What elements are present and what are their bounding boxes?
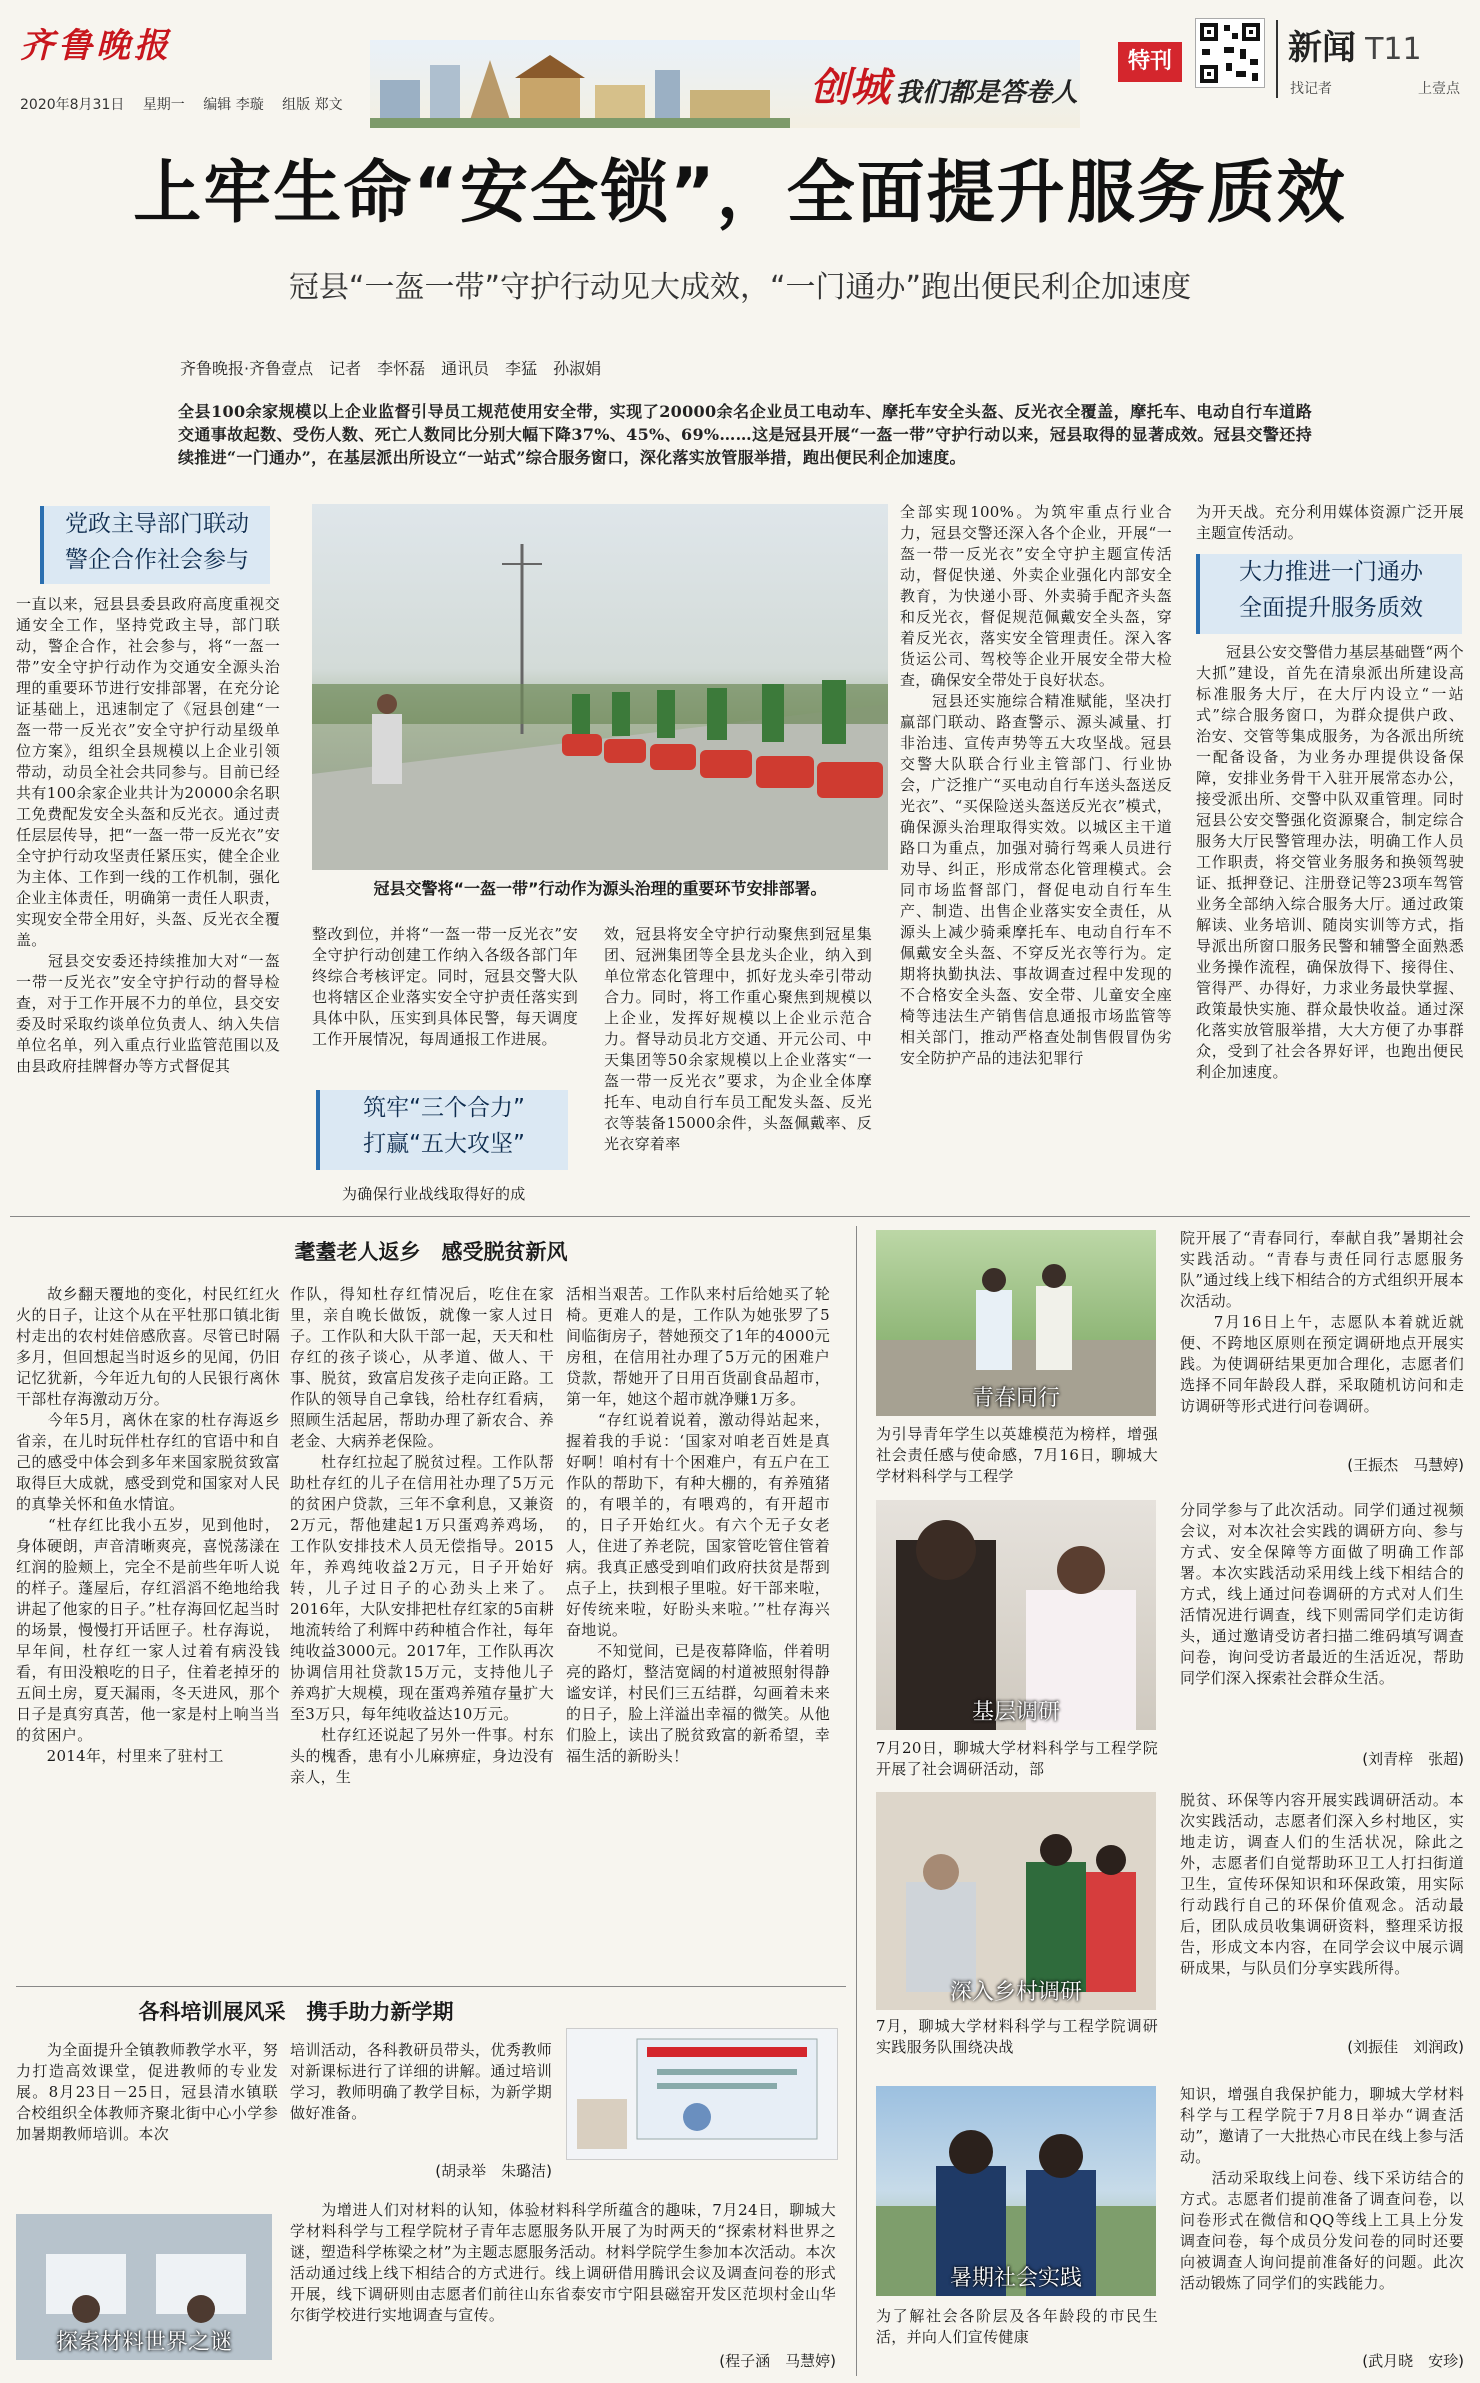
grassroots-photo-caption: 7月20日，聊城大学材料科学与工程学院开展了社会调研活动，部 bbox=[876, 1739, 1158, 1778]
explore-materials-photo-label: 探索材料世界之谜 bbox=[55, 2330, 232, 2355]
reporter-line-2: 上壹点 bbox=[1418, 81, 1460, 97]
story2-divider bbox=[16, 1986, 846, 1987]
summer-practice-photo bbox=[876, 2086, 1156, 2296]
issue-layout: 组版 郑文 bbox=[282, 97, 343, 113]
reporter-contact bbox=[1290, 78, 1460, 98]
lead-paragraph: 全县100余家规模以上企业监督引导员工规范使用安全带，实现了20000余名企业员工电动车、摩托车安全头盔、反光衣全覆盖，摩托车、电动自行车道路交通事故起数、受伤人数、死亡人数同比分别大幅下降37%、45%、69%……这是冠县开展“一盔一带”守护行动以来，冠县取得的显著成效。冠县交警还持续推进“一门通办”，在基层派出所设立“一站式”综合服务窗口，深化落实放管服举措，跑出便民利企加速度。 bbox=[178, 402, 1312, 467]
page-number: T11 bbox=[1365, 32, 1422, 67]
section-box-2-line-2: 打赢“五大攻坚” bbox=[363, 1131, 525, 1157]
issue-weekday: 星期一 bbox=[142, 97, 185, 113]
summer-practice-photo-caption: 为了解社会各阶层及各年龄段的市民生活，并向人们宣传健康 bbox=[876, 2307, 1158, 2346]
qr-code bbox=[1195, 18, 1265, 88]
special-edition-tag: 特刊 bbox=[1118, 42, 1182, 82]
main-col-3: 效，冠县将安全守护行动聚焦到冠星集团、冠洲集团等全县龙头企业，纳入到单位常态化管理中，抓好龙头牵引带动合力。同时，将工作重心聚焦到规模以上企业，发挥好规模以上企业示范合力。督导动员北方交通、开元公司、中天集团等50余家规模以上企业落实“一盔一带一反光衣”要求，为企业全体摩托车、电动自行车员工配发头盔、反光衣等装备15000余件，头盔佩戴率、反光衣穿着率 bbox=[604, 925, 872, 1153]
grassroots-photo-label: 基层调研 bbox=[971, 1700, 1060, 1725]
story2-col-3: 活相当艰苦。工作队来村后给她买了轮椅。更难人的是，工作队为她张罗了5间临街房子，替她预交了1年的4000元房租，在信用社办理了5万元的困难户贷款，帮她开了日用百货副食品超市，第一年，她这个超市就净赚1万多。 “存红说着说着，激动得站起来，握着我的手说：‘国家对咱老百姓是真好啊！咱村有十个困难户，有五户在工作队的帮助下，有种大棚的，有养殖猪的，有喂羊的，有喂鸡的，有开超市的，日子开始红火。有六个无子女老人，住进了养老院，国家管吃管住管着病。我真正感受到咱们政府扶贫是帮到点子上，扶到根子里啦。好干部来啦，好传统来啦，好盼头来啦。’”杜存海兴奋地说。 不知觉间，已是夜幕降临，伴着明亮的路灯，整洁宽阔的村道被照射得静谧安详，村民们三五结群，勾画着未来的日子，脸上洋溢出幸福的微笑。从他们脸上，读出了脱贫致富的新希望，幸福生活的新盼头！ bbox=[566, 1285, 830, 1765]
main-col-1: 一直以来，冠县县委县政府高度重视交通安全工作，坚持党政主导，部门联动，警企合作，社会参与，将“一盔一带”安全守护行动作为交通安全源头治理的重要环节进行安排部署，在充分论证基础上，迅速制定了《冠县创建“一盔一带一反光衣”安全守护行动星级单位方案》，组织全县规模以上企业引领带动，动员全社会共同参与。目前已经共有100余家企业共计为20000余名职工免费配发安全头盔和反光衣。通过责任层层传导，把“一盔一带一反光衣”安全守护行动攻坚责任紧压实，健全企业为主体、工作到一线的工作机制，强化企业主体责任，明确第一责任人职责，实现安全带全用好，头盔、反光衣全覆盖。 冠县交安委还持续推加大对“一盔一带一反光衣”安全守护行动的督导检查，对于工作开展不力的单位，县交安委及时采取约谈单位负责人、纳入失信单位名单，列入重点行业监管范围以及由县政府挂牌督办等方式督促其 bbox=[16, 595, 280, 1075]
section-box-1 bbox=[40, 506, 270, 584]
explore-materials-photo bbox=[16, 2214, 272, 2360]
section-name: 新闻 bbox=[1288, 28, 1356, 68]
main-col-5b: 冠县公安交警借力基层基础暨“两个大抓”建设，首先在清泉派出所建设高标准服务大厅，在大厅内设立“一站式”综合服务窗口，为群众提供户政、治安、交管等集成服务，为各派出所统一配备设备，为业务办理提供设备保障，安排业务骨干入驻开展常态办公，接受派出所、交警中队双重管理。同时冠县公安交警强化资源聚合，制定综合服务大厅民警管理办法，明确工作人员工作职责，将交管业务服务和换领驾驶证、抵押登记、注册登记等23项车驾管业务全部纳入综合服务大厅。通过政策解读、业务培训、随岗实训等方式，指导派出所窗口服务民警和辅警全面熟悉业务操作流程，确保放得下、接得住、管得严、办得好，力求业务最快掌握、政策最快实施、群众最快收益。通过深化落实放管服举措，大大方便了办事群众，受到了社会各界好评，也跑出便民利企加速度。 bbox=[1196, 643, 1464, 1081]
village-research-photo-caption: 7月，聊城大学材料科学与工程学院调研实践服务队围绕决战 bbox=[876, 2017, 1158, 2056]
main-col-5a: 为开天战。充分利用媒体资源广泛开展主题宣传活动。 bbox=[1196, 503, 1464, 542]
story3-author: (胡录举 朱璐洁) bbox=[435, 2162, 552, 2180]
story2-col-1: 故乡翻天覆地的变化，村民红红火火的日子，让这个从在平牡那口镇北街村走出的农村娃倍感欣喜。尽管已时隔多月，但回想起当时返乡的见闻，仍旧记忆犹新，今年近九旬的人民银行离休干部杜存海激动万分。 今年5月，离休在家的杜存海返乡省亲，在儿时玩伴杜存红的官语中和自己的感受中体会到多年来国家脱贫致富取得巨大成就，感受到党和国家对人民的真挚关怀和鱼水情谊。 “杜存红比我小五岁，见到他时，身体硬朗，声音清晰爽亮，喜悦荡漾在红润的脸颊上，完全不是前些年听人说的样子。蓬屋后，存红滔滔不绝地给我讲起了他家的日子。”杜存海回忆起当时的场景，慢慢打开话匣子。杜存海说，早年间，杜存红一家人过着有病没钱看，有田没粮吃的日子，住着老掉牙的五间土房，夏天漏雨，冬天进风，那个日子是真穷真苦，他一家是村上响当当的贫困户。 2014年，村里来了驻村工 bbox=[16, 1285, 280, 1765]
banner-black-text: 我们都是答卷人 bbox=[895, 78, 1078, 108]
story2-title: 耄耋老人返乡 感受脱贫新风 bbox=[294, 1240, 568, 1264]
reporter-line-1: 找记者 bbox=[1290, 81, 1332, 97]
training-photo bbox=[566, 2028, 838, 2160]
sub-headline: 冠县“一盔一带”守护行动见大成效，“一门通办”跑出便民利企加速度 bbox=[288, 270, 1192, 305]
main-col-2b: 为确保行业战线取得好的成 bbox=[342, 1185, 526, 1203]
section-box-1-line-2: 警企合作社会参与 bbox=[65, 547, 249, 573]
story4-text: 为增进人们对材料的认知，体验材料科学所蕴含的趣味，7月24日，聊城大学材料科学与工程学院材子青年志愿服务队开展了为时两天的“探索材料世界之谜，塑造科学栋梁之材”为主题志愿服务活动。材料学院学生参加本次活动。本次活动通过线上线下相结合的方式进行。线上调研借用腾讯会议及调查问卷的形式开展，线下调研则由志愿者们前往山东省泰安市宁阳县磁窑开发区范坝村金山华尔街学校进行实地调查与宣传。 bbox=[290, 2201, 836, 2324]
main-col-2: 整改到位，并将“一盔一带一反光衣”安全守护行动创建工作纳入各级各部门年终综合考核评定。同时，冠县交警大队也将辖区企业落实安全守护责任落实到具体中队，压实到具体民警，每天调度工作开展情况，每周通报工作进展。 bbox=[312, 925, 578, 1048]
right-text-top-author: (王振杰 马慧婷) bbox=[1347, 1456, 1464, 1474]
right-text-top: 院开展了“青春同行，奉献自我”暑期社会实践活动。“青春与责任同行志愿服务队”通过线上线下相结合的方式组织开展本次活动。 7月16日上午，志愿队本着就近就便、不跨地区原则在预定调研地点开展实践。为使调研结果更加合理化，志愿者们选择不同年龄段人群，采取随机访问和走访调研等形式进行问卷调研。 bbox=[1180, 1229, 1464, 1415]
byline: 齐鲁晚报·齐鲁壹点 记者 李怀磊 通讯员 李猛 孙淑娟 bbox=[180, 359, 602, 378]
youth-photo-caption: 为引导青年学生以英雄模范为榜样，增强社会责任感与使命感，7月16日，聊城大学材料科学与工程学 bbox=[876, 1425, 1158, 1485]
banner-title bbox=[810, 56, 1078, 113]
banner-red-text: 创城 bbox=[810, 65, 890, 111]
main-headline: 上牢生命“安全锁”，全面提升服务质效 bbox=[133, 154, 1347, 233]
section-box-3-line-2: 全面提升服务质效 bbox=[1239, 595, 1423, 621]
story3-col-1: 为全面提升全镇教师教学水平，努力打造高效课堂，促进教师的专业发展。8月23日－25日，冠县清水镇联合校组织全体教师齐聚北街中心小学参加暑期教师培训。本次 bbox=[16, 2041, 278, 2143]
right-text-mid-1: 分同学参与了此次活动。同学们通过视频会议，对本次社会实践的调研方向、参与方式、安全保障等方面做了明确工作部署。本次实践活动采用线上线下相结合的方式，线上通过问卷调研的方式对人们生活情况进行调查，线下则需同学们走访街头，通过邀请受访者扫描二维码填写调查问卷，询问受访者最近的生活近况，帮助同学们深入探索社会群众生活。 bbox=[1180, 1501, 1464, 1687]
story4-author: (程子涵 马慧婷) bbox=[719, 2352, 836, 2370]
issue-date: 2020年8月31日 bbox=[20, 97, 125, 113]
summer-practice-photo-label: 暑期社会实践 bbox=[949, 2266, 1082, 2291]
section-box-1-line-1: 党政主导部门联动 bbox=[65, 511, 249, 537]
section-divider bbox=[10, 1216, 1470, 1217]
section-box-2-line-1: 筑牢“三个合力” bbox=[363, 1095, 525, 1121]
grassroots-photo bbox=[876, 1500, 1156, 1730]
issue-date-line bbox=[20, 94, 343, 114]
section-title bbox=[1288, 20, 1422, 69]
youth-photo bbox=[876, 1230, 1156, 1416]
right-column-divider bbox=[856, 1226, 857, 2376]
village-research-photo-label: 深入乡村调研 bbox=[949, 1980, 1082, 2005]
section-box-3 bbox=[1196, 554, 1462, 634]
story2-col-2: 作队，得知杜存红情况后，吃住在家里，亲自晚长做饭，就像一家人过日子。工作队和大队干部一起，天天和杜存红的孩子谈心，从孝道、做人、干事、脱贫，致富启发孩子走向正路。工作队的领导自己拿钱，给杜存红看病，照顾生活起居，帮助办理了新农合、养老金、大病养老保险。 杜存红拉起了脱贫过程。工作队帮助杜存红的儿子在信用社办理了5万元的贫困户贷款，三年不拿利息，又兼资2万元，帮他建起1万只蛋鸡养鸡场，工作队安排技术人员无偿指导。2015年，养鸡纯收益2万元，日子开始好转，儿子过日子的心劲头上来了。2016年，大队安排把杜存红家的5亩耕地流转给了利辉中药种植合作社，每年纯收益3000元。2017年，工作队再次协调信用社贷款15万元，支持他儿子养鸡扩大规模，现在蛋鸡养殖存量扩大至3万只，每年纯收益达10万元。 杜存红还说起了另外一件事。村东头的槐香，患有小儿麻痹症，身边没有亲人，生 bbox=[290, 1285, 554, 1786]
village-research-photo bbox=[876, 1792, 1156, 2010]
right-text-mid-2-author: (刘振佳 刘润政) bbox=[1347, 2038, 1464, 2056]
main-photo-scene bbox=[312, 504, 888, 870]
paper-logo: 齐鲁晚报 bbox=[20, 26, 172, 66]
story3-title: 各科培训展风采 携手助力新学期 bbox=[138, 2000, 454, 2024]
right-text-mid-1-author: (刘青梓 张超) bbox=[1362, 1750, 1464, 1768]
section-box-2 bbox=[316, 1090, 568, 1170]
right-text-bottom-author: (武月晓 安珍) bbox=[1362, 2352, 1464, 2370]
story3-col-2: 培训活动，各科教研员带头，优秀教师对新课标进行了详细的讲解。通过培训学习，教师明确了教学目标，为新学期做好准备。 bbox=[290, 2041, 552, 2122]
main-photo-caption: 冠县交警将“一盔一带”行动作为源头治理的重要环节安排部署。 bbox=[373, 879, 827, 898]
masthead-banner bbox=[370, 40, 1080, 128]
main-col-4: 全部实现100%。为筑牢重点行业合力，冠县交警还深入各个企业，开展“一盔一带一反光衣”安全守护主题宣传活动，督促快递、外卖企业强化内部安全教育，为快递小哥、外卖骑手配齐头盔和反光衣，督促规范佩戴安全头盔，穿着反光衣，落实安全管理责任。深入客货运公司、驾校等企业开展安全带大检查，确保安全带处于良好状态。 冠县还实施综合精准赋能，坚决打赢部门联动、路查警示、源头减量、打非治违、宣传声势等五大攻坚战。冠县交警大队联合行业主管部门、行业协会，广泛推广“买电动自行车送头盔送反光衣”、“买保险送头盔送反光衣”模式，确保源头治理取得实效。以城区主干道路口为重点，加强对骑行驾乘人员进行劝导、纠正，形成常态化管理模式。会同市场监督部门，督促电动自行车生产、制造、出售企业落实安全责任，从源头上减少骑乘摩托车、电动自行车不佩戴安全头盔、不穿反光衣等行为。定期将执勤执法、事故调查过程中发现的不合格安全头盔、安全带、儿童安全座椅等违法生产销售信息通报市场监管等相关部门，推动严格查处制售假冒伪劣安全防护产品的违法犯罪行 bbox=[900, 503, 1172, 1067]
city-skyline-illustration bbox=[370, 40, 790, 128]
youth-photo-label: 青春同行 bbox=[971, 1386, 1060, 1411]
right-text-bottom: 知识，增强自我保护能力，聊城大学材料科学与工程学院于7月8日举办“调查活动”，邀请了一大批热心市民在线上参与活动。 活动采取线上问卷、线下采访结合的方式。志愿者们提前准备了调查问卷，以问卷形式在微信和QQ等线上工具上分发调查问卷，每个成员分发问卷的同时还要向被调查人询问提前准备好的问题。此次活动锻炼了同学们的实践能力。 bbox=[1180, 2085, 1464, 2292]
section-box-3-line-1: 大力推进一门通办 bbox=[1239, 559, 1423, 585]
right-text-mid-2: 脱贫、环保等内容开展实践调研活动。本次实践活动，志愿者们深入乡村地区，实地走访，调查人们的生活状况，除此之外，志愿者们自觉帮助环卫工人打扫街道卫生，宣传环保知识和环保政策，用实际行动践行自己的环保价值观念。活动最后，团队成员收集调研资料，整理采访报告，形成文本内容，在同学会议中展示调研成果，与队员们分享实践所得。 bbox=[1180, 1791, 1464, 1977]
masthead-divider bbox=[1276, 20, 1278, 98]
main-photo bbox=[312, 504, 888, 870]
issue-editor: 编辑 李璇 bbox=[203, 97, 264, 113]
